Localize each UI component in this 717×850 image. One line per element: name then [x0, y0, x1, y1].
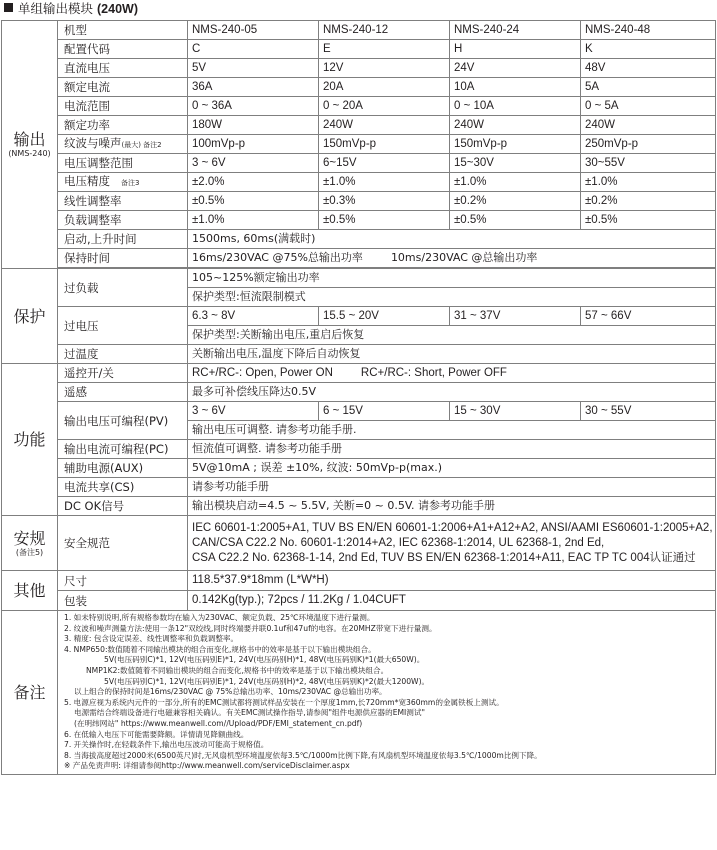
cell-value: 5V	[188, 59, 319, 78]
note-line: 5V(电压码别C)*1, 12V(电压码别E)*1, 24V(电压码别H)*1, 48V(电压码别K)*1(最大650W)。	[104, 655, 425, 665]
notes-section-label: 备注	[2, 611, 58, 775]
row-label: 配置代码	[58, 40, 188, 59]
model-name: NMS-240-05	[188, 21, 319, 40]
cell-value: 0 ~ 10A	[450, 97, 581, 116]
overload-row	[2, 269, 716, 288]
cell-value: ±1.0%	[188, 211, 319, 230]
row-label: 遥感	[58, 383, 188, 402]
cell-value: ±1.0%	[450, 173, 581, 192]
remote-value: RC+/RC-: Open, Power ON RC+/RC-: Short, Power OFF	[188, 364, 716, 383]
dcok-row	[2, 497, 716, 516]
row-label: 遥控开/关	[58, 364, 188, 383]
row-label: DC OK信号	[58, 497, 188, 516]
cell-value: ±1.0%	[581, 173, 716, 192]
cell-value: 30 ~ 55V	[581, 402, 716, 421]
cell-value: 15.5 ~ 20V	[319, 307, 450, 326]
safety-section-label: 安规 (备注5)	[2, 516, 58, 571]
row-label: 输出电流可编程(PC)	[58, 440, 188, 459]
title-model: (240W)	[97, 2, 138, 16]
section-title	[4, 1, 138, 17]
output-section-label: 输出 (NMS-240)	[2, 21, 58, 269]
square-bullet-icon	[4, 3, 13, 12]
cell-value: ±0.2%	[450, 192, 581, 211]
note-line: 2. 纹波和噪声测量方法:使用一条12"双绞线,同时终端要并联0.1uf和47uf的电容。在20MHZ带宽下进行量测。	[64, 623, 437, 633]
output-row	[2, 135, 716, 154]
row-label: 电流共享(CS)	[58, 478, 188, 497]
cell-value: 0 ~ 20A	[319, 97, 450, 116]
cell-value: 31 ~ 37V	[450, 307, 581, 326]
note-line: 6. 在低输入电压下可能需要降额。详情请见降额曲线。	[64, 729, 249, 739]
row-label: 电压精度 备注3	[58, 173, 188, 192]
cell-value: ±1.0%	[319, 173, 450, 192]
row-label: 电流范围	[58, 97, 188, 116]
startup-row	[2, 230, 716, 249]
note-line: (在明纬网站" https://www.meanwell.com//Upload/PDF/EMI_statement_cn.pdf)	[74, 718, 363, 728]
pack-row	[2, 591, 716, 611]
overtemp-value: 关断输出电压,温度下降后自动恢复	[188, 345, 716, 364]
row-label: 安全规范	[58, 516, 188, 571]
model-name: NMS-240-12	[319, 21, 450, 40]
cell-value: ±0.5%	[188, 192, 319, 211]
size-row	[2, 571, 716, 591]
model-name: NMS-240-24	[450, 21, 581, 40]
cell-value: 36A	[188, 78, 319, 97]
cell-value: 250mVp-p	[581, 135, 716, 154]
cell-value: 24V	[450, 59, 581, 78]
cell-value: 0 ~ 36A	[188, 97, 319, 116]
safety-line: IEC 60601-1:2005+A1, TUV BS EN/EN 60601-1:2006+A1+A12+A2, ANSI/AAMI ES60601-1:2005+A2,	[192, 521, 713, 534]
output-row	[2, 154, 716, 173]
cell-value: 30~55V	[581, 154, 716, 173]
note-line: 以上组合的保持时间是16ms/230VAC @ 75%总输出功率、10ms/230VAC @总输出功率。	[74, 687, 387, 697]
size-value: 118.5*37.9*18mm (L*W*H)	[188, 571, 716, 591]
cell-value: ±2.0%	[188, 173, 319, 192]
row-label: 辅助电源(AUX)	[58, 459, 188, 478]
hold-value: 16ms/230VAC @75%总输出功率 10ms/230VAC @总输出功率	[188, 249, 716, 268]
cell-value: 5A	[581, 78, 716, 97]
overload-type: 保护类型:恒流限制模式	[188, 288, 716, 307]
output-row	[2, 59, 716, 78]
cell-value: 150mVp-p	[319, 135, 450, 154]
model-label: 机型	[58, 21, 188, 40]
row-label: 过电压	[58, 307, 188, 345]
cell-value: 240W	[581, 116, 716, 135]
protection-section-label: 保护	[2, 269, 58, 364]
row-label: 保持时间	[58, 249, 188, 268]
output-row	[2, 173, 716, 192]
row-label: 直流电压	[58, 59, 188, 78]
cell-value: E	[319, 40, 450, 59]
dcok-value: 输出模块启动=4.5 ~ 5.5V, 关断=0 ~ 0.5V. 请参考功能手册	[188, 497, 716, 516]
cell-value: 57 ~ 66V	[581, 307, 716, 326]
hold-row	[2, 249, 716, 268]
pack-value: 0.142Kg(typ.); 72pcs / 11.2Kg / 1.04CUFT	[188, 591, 716, 611]
row-label: 额定功率	[58, 116, 188, 135]
pc-value: 恒流值可调整. 请参考功能手册	[188, 440, 716, 459]
cell-value: ±0.5%	[450, 211, 581, 230]
note-line: 3. 精度: 包含设定误差、线性调整率和负载调整率。	[64, 634, 239, 644]
note-line: 8. 当海拔高度超过2000米(6500英尺)时,无风扇机型环境温度依每3.5℃/1000m比例下降,有风扇机型环境温度依每3.5℃/1000m比例下降。	[64, 750, 542, 760]
startup-value: 1500ms, 60ms(满载时)	[188, 230, 716, 249]
pv-note: 输出电压可调整. 请参考功能手册.	[188, 421, 716, 440]
cell-value: 100mVp-p	[188, 135, 319, 154]
row-label: 包装	[58, 591, 188, 611]
row-label: 输出电压可编程(PV)	[58, 402, 188, 440]
row-label: 线性调整率	[58, 192, 188, 211]
row-note: 备注3	[120, 179, 140, 187]
cell-value: 240W	[319, 116, 450, 135]
cell-value: 150mVp-p	[450, 135, 581, 154]
row-label: 电压调整范围	[58, 154, 188, 173]
row-label: 负载调整率	[58, 211, 188, 230]
row-label: 启动,上升时间	[58, 230, 188, 249]
cell-value: 240W	[450, 116, 581, 135]
cell-value: 15~30V	[450, 154, 581, 173]
cell-value: ±0.5%	[319, 211, 450, 230]
cell-value: 0 ~ 5A	[581, 97, 716, 116]
notes-body	[58, 611, 716, 775]
output-row	[2, 97, 716, 116]
cell-value: ±0.2%	[581, 192, 716, 211]
row-label: 额定电流	[58, 78, 188, 97]
pv-row	[2, 402, 716, 421]
row-label: 过负载	[58, 269, 188, 307]
cell-value: 20A	[319, 78, 450, 97]
cell-value: 6.3 ~ 8V	[188, 307, 319, 326]
aux-value: 5V@10mA ; 误差 ±10%, 纹波: 50mVp-p(max.)	[188, 459, 716, 478]
title-cn: 单组输出模块	[18, 1, 94, 16]
safety-standards	[188, 516, 716, 571]
cell-value: 6 ~ 15V	[319, 402, 450, 421]
cell-value: ±0.3%	[319, 192, 450, 211]
row-label: 尺寸	[58, 571, 188, 591]
output-row	[2, 211, 716, 230]
cell-value: 3 ~ 6V	[188, 154, 319, 173]
note-line: NMP1K2:数值随着不同输出模块的组合而变化,规格书中的效率是基于以下输出模块组合。	[86, 665, 389, 675]
note-line: 4. NMP650:数值随着不同输出模块的组合而变化,规格书中的效率是基于以下输出模块组合。	[64, 644, 376, 654]
note-line: 电源需结合终端设备进行电磁兼容相关确认。有关EMC测试操作指导,请参阅"组件电源供应器的EMI测试"	[74, 708, 425, 718]
cell-value: 180W	[188, 116, 319, 135]
overvoltage-row	[2, 307, 716, 326]
cell-value: 12V	[319, 59, 450, 78]
cell-value: 6~15V	[319, 154, 450, 173]
cs-row	[2, 478, 716, 497]
cs-value: 请参考功能手册	[188, 478, 716, 497]
row-label: 过温度	[58, 345, 188, 364]
cell-value: K	[581, 40, 716, 59]
cell-value: C	[188, 40, 319, 59]
remote-row	[2, 364, 716, 383]
sense-row	[2, 383, 716, 402]
note-line: 1. 如未特别说明,所有规格参数均在输入为230VAC、额定负载、25℃环境温度下进行量测。	[64, 613, 375, 622]
note-line: 5. 电源应视为系统内元件的一部分,所有的EMC测试都将测试样品安装在一个厚度1mm,长720mm*宽360mm的金属铁板上测试。	[64, 697, 504, 707]
model-header-row	[2, 21, 716, 40]
safety-line: CSA C22.2 No. 62368-1-14, 2nd Ed, TUV BS EN/EN 62368-1:2014+A11, EAC TP TC 004认证通过	[192, 551, 696, 564]
output-row	[2, 116, 716, 135]
overload-value: 105~125%额定输出功率	[188, 269, 716, 288]
function-section-label: 功能	[2, 364, 58, 516]
row-label: 纹波与噪声(最大) 备注2	[58, 135, 188, 154]
safety-line: CAN/CSA C22.2 No. 60601-1:2014+A2, IEC 62368-1:2014, UL 62368-1, 2nd Ed,	[192, 536, 605, 549]
output-row	[2, 78, 716, 97]
other-section-label: 其他	[2, 571, 58, 611]
cell-value: ±0.5%	[581, 211, 716, 230]
overtemp-row	[2, 345, 716, 364]
output-row	[2, 192, 716, 211]
cell-value: 48V	[581, 59, 716, 78]
cell-value: H	[450, 40, 581, 59]
note-line: 7. 开关操作时,在轻载条件下,输出电压波动可能高于规格值。	[64, 740, 269, 750]
row-note: (最大) 备注2	[121, 141, 162, 149]
notes-row	[2, 611, 716, 775]
cell-value: 10A	[450, 78, 581, 97]
overvoltage-type: 保护类型:关断输出电压,重启后恢复	[188, 326, 716, 345]
output-row	[2, 40, 716, 59]
cell-value: 3 ~ 6V	[188, 402, 319, 421]
model-name: NMS-240-48	[581, 21, 716, 40]
note-line: ※ 产品免责声明: 详细请参阅http://www.meanwell.com/serviceDisclaimer.aspx	[64, 761, 350, 771]
spec-table	[1, 20, 716, 775]
aux-row	[2, 459, 716, 478]
cell-value: 15 ~ 30V	[450, 402, 581, 421]
pc-row	[2, 440, 716, 459]
note-line: 5V(电压码别C)*1, 12V(电压码别E)*1, 24V(电压码别H)*2, 48V(电压码别K)*2(最大1200W)。	[104, 676, 430, 686]
sense-value: 最多可补偿线压降达0.5V	[188, 383, 716, 402]
safety-row	[2, 516, 716, 571]
